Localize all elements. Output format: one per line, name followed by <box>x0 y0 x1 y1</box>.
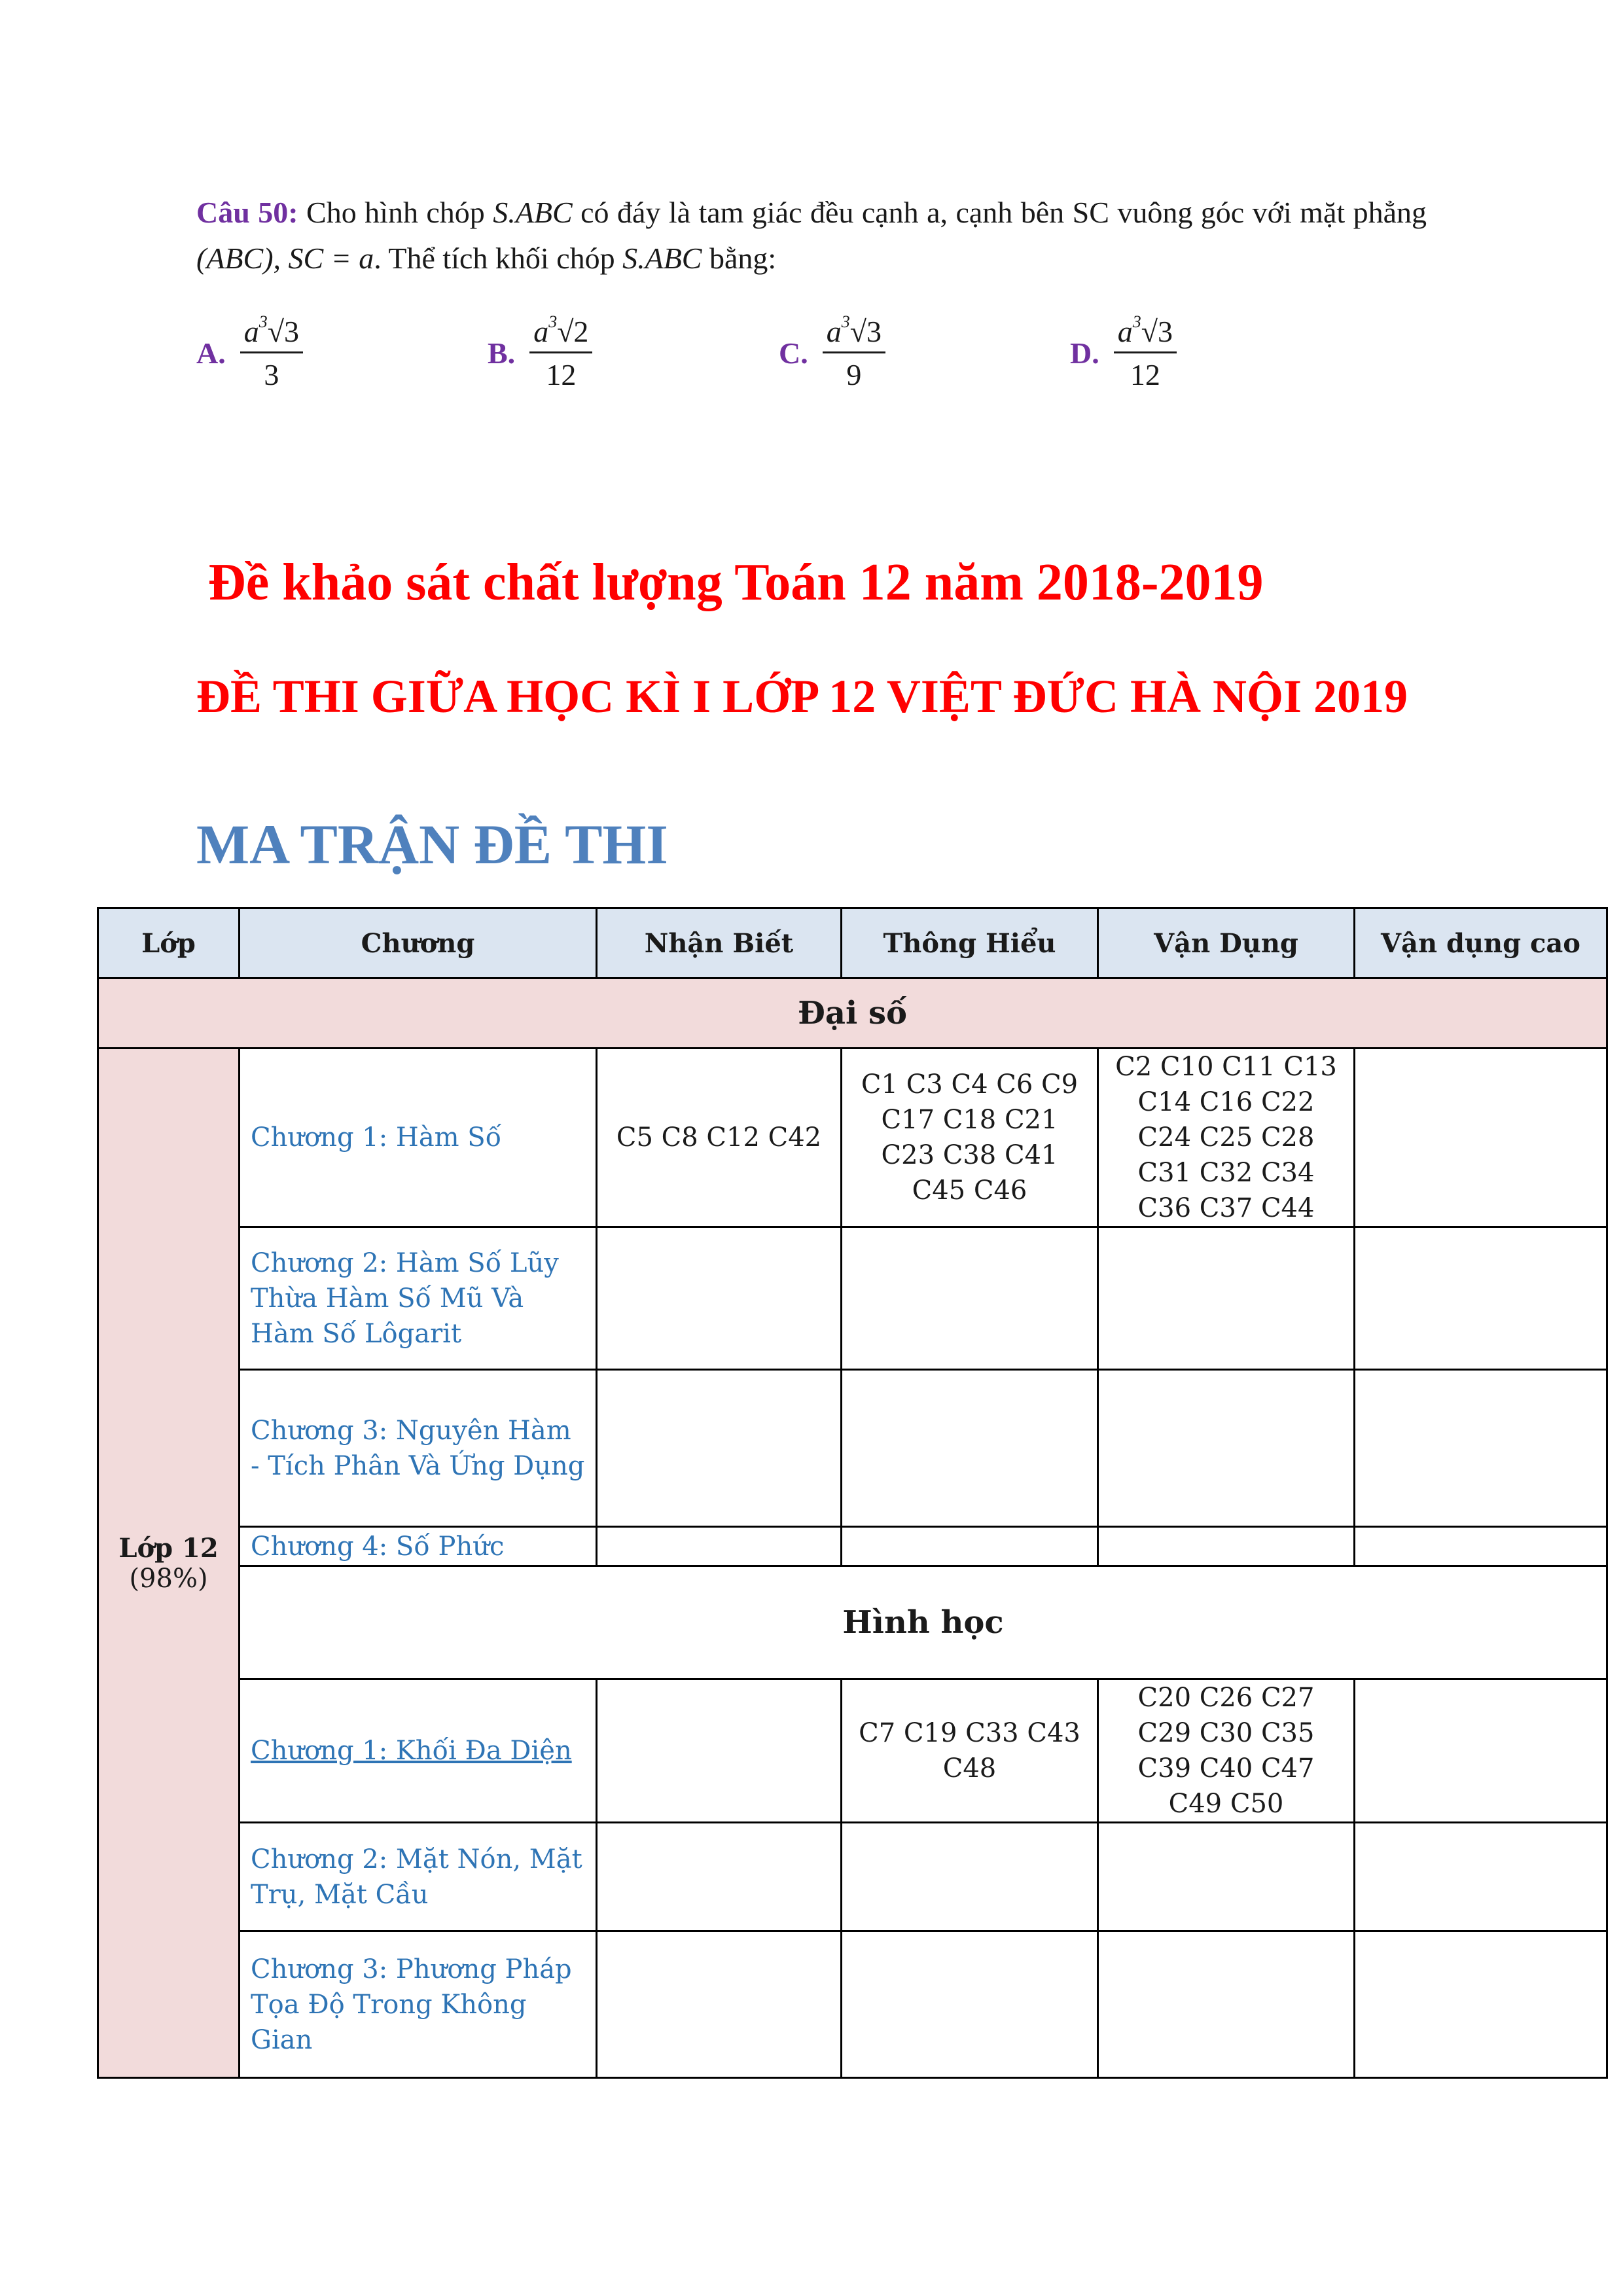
cell-recognition <box>597 1227 842 1370</box>
header-grade: Lớp <box>98 908 240 978</box>
cell-recognition <box>597 1931 842 2078</box>
section-geometry: Hình học <box>240 1566 1607 1679</box>
chapter-link[interactable]: Chương 2: Hàm Số Lũy Thừa Hàm Số Mũ Và Hàm Số Lôgarit <box>240 1227 597 1370</box>
cell-application <box>1098 1823 1355 1931</box>
question-label: Câu 50: <box>196 196 298 229</box>
cell-recognition <box>597 1527 842 1566</box>
cell-application: C2 C10 C11 C13 C14 C16 C22 C24 C25 C28 C31 C32 C34 C36 C37 C44 <box>1098 1049 1355 1227</box>
cell-understanding: C7 C19 C33 C43 C48 <box>842 1679 1098 1823</box>
answer-fraction <box>823 314 885 392</box>
table-row <box>98 1227 1607 1370</box>
cell-understanding <box>842 1527 1098 1566</box>
answer-a <box>196 314 303 392</box>
fraction-denominator: 12 <box>1130 358 1160 391</box>
header-recognition: Nhận Biết <box>597 908 842 978</box>
header-understanding: Thông Hiểu <box>842 908 1098 978</box>
question-text-c: . Thể tích khối chóp <box>374 242 615 275</box>
cell-advanced <box>1355 1527 1607 1566</box>
cell-application <box>1098 1370 1355 1527</box>
question-text-a: Cho hình chóp <box>306 196 485 229</box>
table-row <box>98 1679 1607 1823</box>
cell-advanced <box>1355 1931 1607 2078</box>
section-row-algebra <box>98 978 1607 1049</box>
cell-advanced <box>1355 1227 1607 1370</box>
grade-label: Lớp 12 <box>118 1532 219 1564</box>
cell-understanding <box>842 1931 1098 2078</box>
cell-understanding <box>842 1227 1098 1370</box>
fraction-denominator: 3 <box>264 358 279 391</box>
cell-advanced <box>1355 1679 1607 1823</box>
fraction-numerator: $a^3√3$ <box>1114 314 1177 353</box>
cell-recognition <box>597 1679 842 1823</box>
exam-title: ĐỀ THI GIỮA HỌC KÌ I LỚP 12 VIỆT ĐỨC HÀ NỘI 2019 <box>196 670 1408 723</box>
math-plane-sc: (ABC), SC = a <box>196 242 374 275</box>
table-row <box>98 1370 1607 1527</box>
chapter-link[interactable]: Chương 1: Khối Đa Diện <box>240 1679 597 1823</box>
cell-recognition <box>597 1823 842 1931</box>
answer-letter: D. <box>1070 336 1099 370</box>
cell-application <box>1098 1931 1355 2078</box>
grade-percent: (98%) <box>129 1563 208 1594</box>
cell-application: C20 C26 C27 C29 C30 C35 C39 C40 C47 C49 C50 <box>1098 1679 1355 1823</box>
fraction-numerator: $a^3√2$ <box>529 314 592 353</box>
chapter-link[interactable]: Chương 3: Phương Pháp Tọa Độ Trong Không Gian <box>240 1931 597 2078</box>
chapter-link[interactable]: Chương 2: Mặt Nón, Mặt Trụ, Mặt Cầu <box>240 1823 597 1931</box>
section-algebra: Đại số <box>98 978 1607 1049</box>
question-text-b: có đáy là tam giác đều cạnh a, cạnh bên SC vuông góc với mặt phẳng <box>580 196 1427 229</box>
answer-d <box>1070 314 1177 392</box>
answer-fraction <box>529 314 592 392</box>
table-row <box>98 1823 1607 1931</box>
matrix-heading: MA TRẬN ĐỀ THI <box>196 813 668 876</box>
cell-recognition <box>597 1370 842 1527</box>
fraction-numerator: $a^3√3$ <box>240 314 303 353</box>
answer-fraction <box>1114 314 1177 392</box>
cell-understanding <box>842 1823 1098 1931</box>
answer-letter: A. <box>196 336 226 370</box>
chapter-link[interactable]: Chương 1: Hàm Số <box>240 1049 597 1227</box>
fraction-denominator: 9 <box>846 358 862 391</box>
fraction-denominator: 12 <box>546 358 577 391</box>
table-header-row <box>98 908 1607 978</box>
cell-understanding <box>842 1370 1098 1527</box>
question-text-d: bằng: <box>709 242 777 275</box>
answer-b <box>488 314 592 392</box>
grade-cell <box>98 1049 240 2078</box>
cell-application <box>1098 1527 1355 1566</box>
answer-letter: B. <box>488 336 516 370</box>
chapter-link[interactable]: Chương 4: Số Phức <box>240 1527 597 1566</box>
exam-survey-title: Đề khảo sát chất lượng Toán 12 năm 2018-2019 <box>208 554 1264 611</box>
cell-application <box>1098 1227 1355 1370</box>
cell-recognition: C5 C8 C12 C42 <box>597 1049 842 1227</box>
question-50 <box>196 190 1427 281</box>
math-sabc-2: S.ABC <box>622 242 702 275</box>
answer-c <box>779 314 885 392</box>
cell-advanced <box>1355 1823 1607 1931</box>
exam-matrix-table <box>97 907 1608 2079</box>
cell-advanced <box>1355 1049 1607 1227</box>
chapter-link[interactable]: Chương 3: Nguyên Hàm - Tích Phân Và Ứng Dụng <box>240 1370 597 1527</box>
cell-advanced <box>1355 1370 1607 1527</box>
answer-options <box>196 314 1440 412</box>
fraction-numerator: $a^3√3$ <box>823 314 885 353</box>
answer-letter: C. <box>779 336 808 370</box>
answer-fraction <box>240 314 303 392</box>
math-sabc-1: S.ABC <box>493 196 573 229</box>
header-advanced-application: Vận dụng cao <box>1355 908 1607 978</box>
header-application: Vận Dụng <box>1098 908 1355 978</box>
table-row <box>98 1049 1607 1227</box>
header-chapter: Chương <box>240 908 597 978</box>
cell-understanding: C1 C3 C4 C6 C9 C17 C18 C21 C23 C38 C41 C45 C46 <box>842 1049 1098 1227</box>
section-row-geometry <box>98 1566 1607 1679</box>
table-row <box>98 1931 1607 2078</box>
table-row <box>98 1527 1607 1566</box>
